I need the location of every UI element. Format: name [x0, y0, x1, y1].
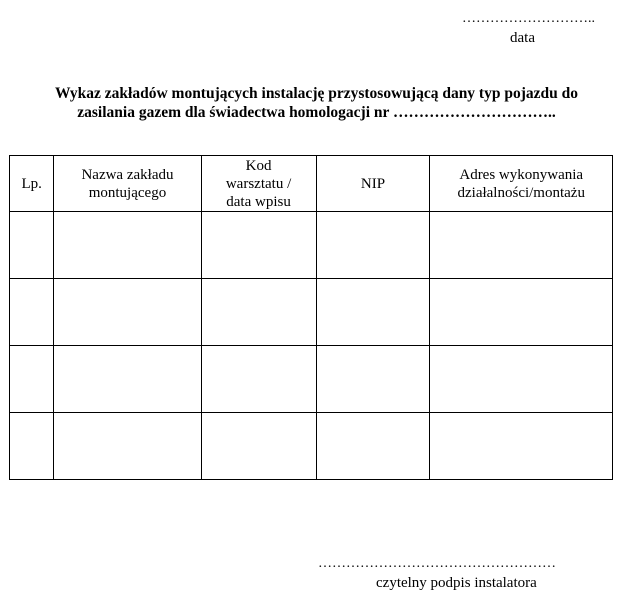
cell-nip[interactable]: [316, 413, 430, 480]
cell-name[interactable]: [54, 346, 201, 413]
cell-nip[interactable]: [316, 279, 430, 346]
cell-lp[interactable]: [10, 279, 54, 346]
cell-code[interactable]: [201, 279, 316, 346]
column-header-address: Adres wykonywania działalności/montażu: [430, 156, 613, 212]
document-title: [10, 84, 623, 122]
table-row: [10, 346, 613, 413]
column-header-code: Kod warsztatu / data wpisu: [201, 156, 316, 212]
cell-nip[interactable]: [316, 212, 430, 279]
column-header-lp: Lp.: [10, 156, 54, 212]
cell-nip[interactable]: [316, 346, 430, 413]
cell-address[interactable]: [430, 413, 613, 480]
table-header-row: [10, 156, 613, 212]
table-row: [10, 413, 613, 480]
cell-address[interactable]: [430, 279, 613, 346]
cell-code[interactable]: [201, 212, 316, 279]
column-header-name: Nazwa zakładu montującego: [54, 156, 201, 212]
cell-name[interactable]: [54, 212, 201, 279]
date-line: ………………………..: [462, 11, 595, 26]
cell-name[interactable]: [54, 279, 201, 346]
title-line-1: Wykaz zakładów montujących instalację przystosowującą dany typ pojazdu do: [54, 85, 578, 102]
cell-lp[interactable]: [10, 413, 54, 480]
signature-label: czytelny podpis instalatora: [376, 575, 537, 591]
cell-lp[interactable]: [10, 212, 54, 279]
cell-code[interactable]: [201, 413, 316, 480]
signature-line: ……………………………………………: [318, 556, 556, 571]
table-row: [10, 212, 613, 279]
cell-code[interactable]: [201, 346, 316, 413]
cell-lp[interactable]: [10, 346, 54, 413]
table-row: [10, 279, 613, 346]
title-line-2: zasilania gazem dla świadectwa homologacji nr …………………………..: [77, 104, 556, 121]
cell-address[interactable]: [430, 346, 613, 413]
column-header-nip: NIP: [316, 156, 430, 212]
cell-address[interactable]: [430, 212, 613, 279]
cell-name[interactable]: [54, 413, 201, 480]
date-label: data: [510, 30, 535, 46]
workshops-table: [9, 155, 613, 480]
